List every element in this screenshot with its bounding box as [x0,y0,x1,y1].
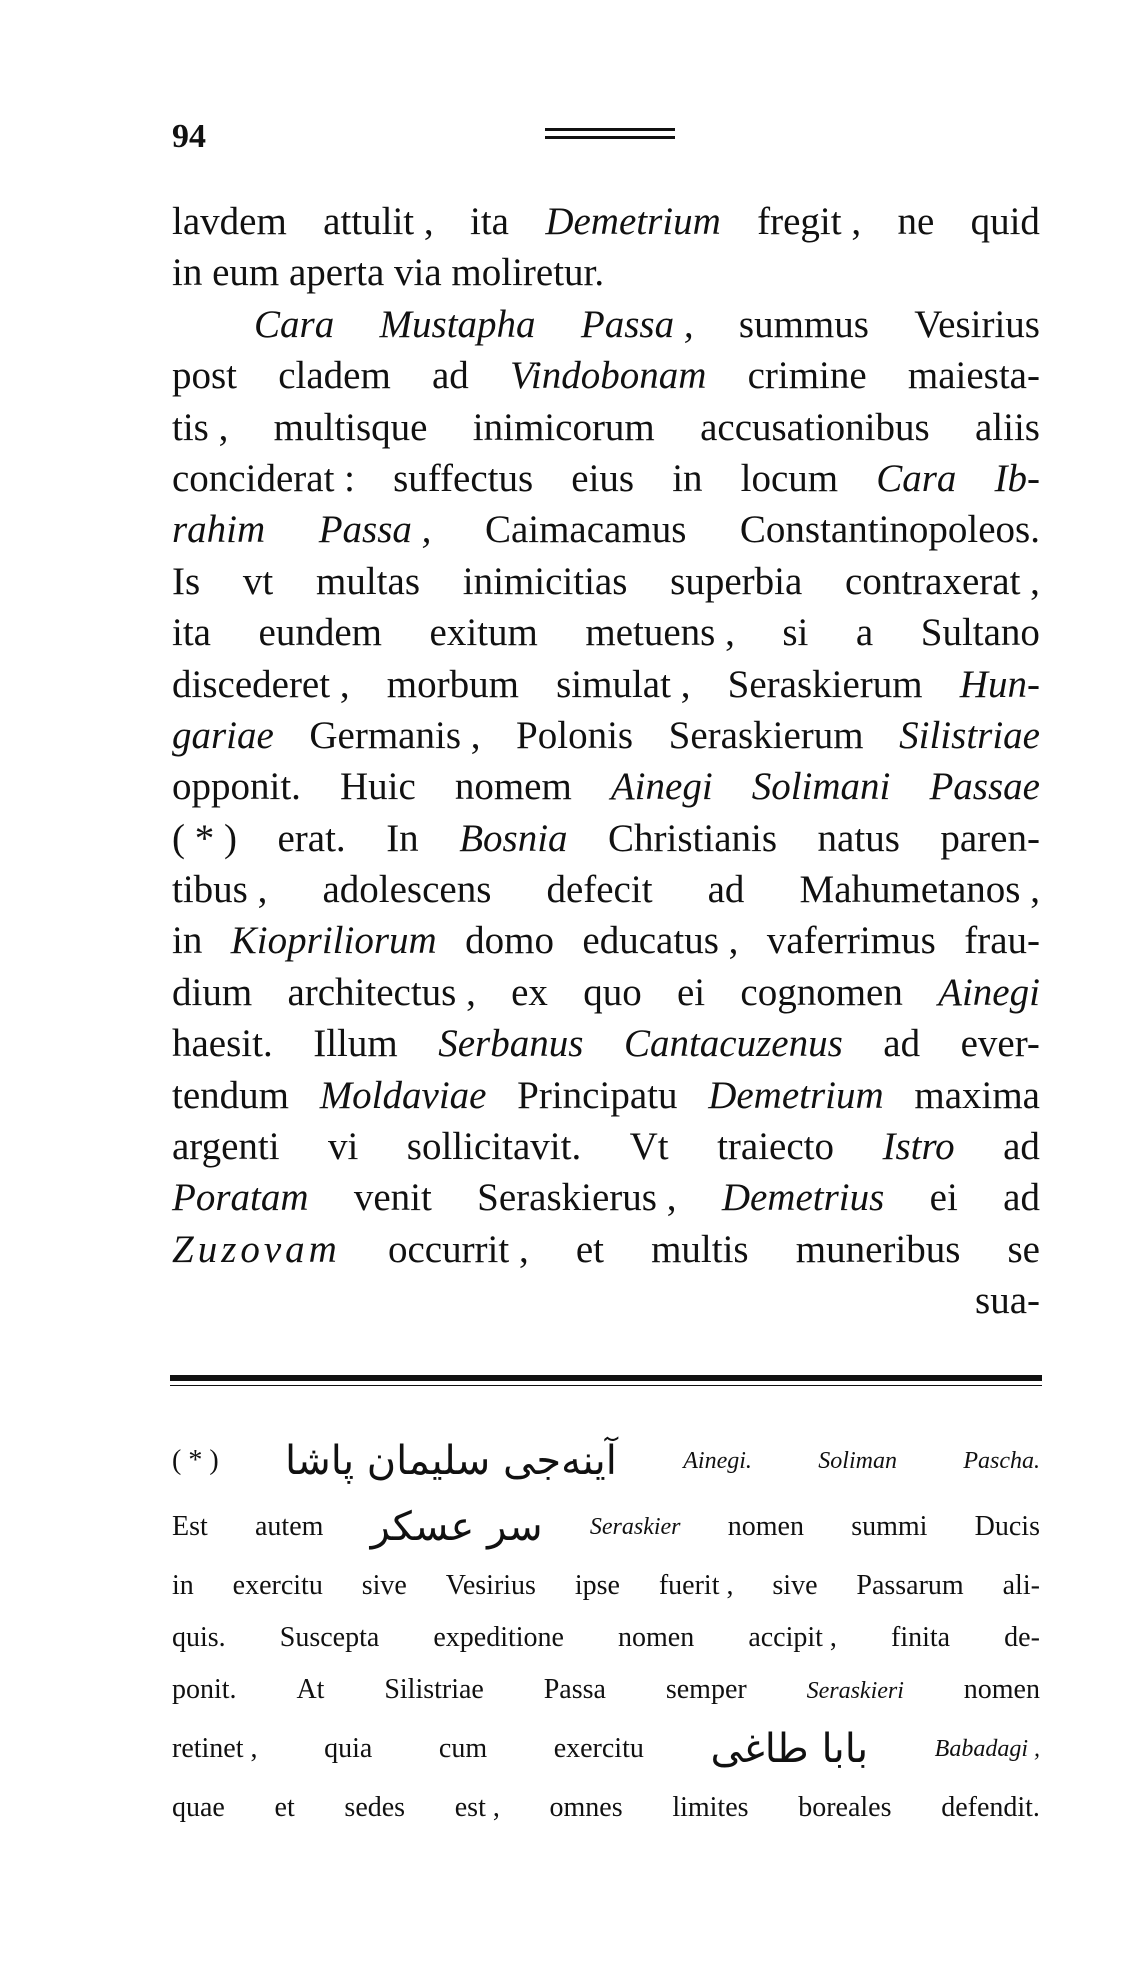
footnote-rule-thin [170,1385,1042,1386]
word: quia [324,1733,373,1764]
word: Is [172,559,201,603]
footnote-line [172,1664,1040,1716]
word: accusationibus [700,405,930,449]
word: defecit [546,868,653,912]
word: et [274,1792,295,1823]
text-line [172,710,1040,761]
word: In [386,816,419,860]
word: ever- [960,1022,1040,1066]
word: Passa [543,1674,606,1705]
word: tibus , [172,868,268,912]
word: At [296,1674,325,1705]
word: Polonis [516,713,634,757]
word: Ainegi [610,765,713,809]
word: superbia [670,559,803,603]
word: ita [469,200,509,243]
word: discederet , [172,662,350,706]
text-line [172,299,1040,350]
footnote-line [172,1494,1040,1560]
word: defendit. [941,1792,1040,1823]
word: Hun- [959,662,1040,706]
word: Mustapha [379,302,536,346]
word: Cara [876,456,957,500]
word: domo [465,919,554,963]
word: quo [583,970,642,1014]
footnote-marker: ( * ) [172,1445,219,1476]
word: cognomen [740,970,903,1014]
arabic-script: سر عسكر [370,1504,543,1550]
word: inimicorum [472,405,655,449]
text-line [172,556,1040,607]
word: semper [665,1674,747,1705]
word: accipit , [748,1622,837,1653]
word: Seraskierus , [477,1176,677,1220]
arabic-script: بابا طاغى [710,1726,869,1772]
word: argenti [172,1125,280,1169]
word: finita [891,1622,951,1653]
word: Seraskieri [806,1678,904,1704]
word: et [575,1227,604,1271]
word: Bosnia [459,816,568,860]
word: exitum [429,611,538,655]
text-line [172,1172,1040,1223]
word: est , [454,1792,500,1823]
word: nomen [727,1511,804,1542]
word: vi [328,1125,359,1169]
word: maxima [914,1073,1040,1117]
word: Vt [629,1125,669,1169]
text-line [172,1070,1040,1121]
word: Illum [313,1022,398,1066]
word: Silistriae [384,1674,484,1705]
word: expeditione [433,1622,564,1653]
word: Passa , [580,302,694,346]
text-line [172,864,1040,915]
word: Sultano [920,611,1040,655]
text-line [172,504,1040,555]
arabic-script: آينه‌جى سليمان پاشا [285,1438,617,1484]
catchword: sua- [975,1279,1040,1323]
word: cladem [278,354,391,398]
word: architectus , [287,970,476,1014]
word: Passae [929,765,1040,809]
footnote-marker: ( * ) [172,816,237,860]
word: ne [897,200,935,243]
word: rahim [172,508,266,552]
word: via [394,251,442,295]
word: natus [817,816,900,860]
text-line [172,761,1040,812]
word: simulat , [556,662,691,706]
word: Mahumetanos , [799,868,1040,912]
word: eundem [258,611,382,655]
word: ponit. [172,1674,237,1705]
word: Cara [254,302,335,346]
word: paren- [940,816,1040,860]
word: ad [431,354,469,398]
word: crimine [747,354,867,398]
word: se [1007,1227,1040,1271]
word: eum [212,251,280,295]
word: nomem [454,765,572,809]
word: Germanis , [309,713,481,757]
word: quis. [172,1622,226,1653]
word: adolescens [322,868,492,912]
word: gariae [172,713,274,757]
word: Solimani [751,765,891,809]
word: boreales [798,1792,892,1823]
word: sive [361,1570,407,1601]
word: limites [672,1792,749,1823]
main-text [172,196,1040,1327]
word: Kiopriliorum [230,919,437,963]
word: aperta [289,251,385,295]
word: Pascha. [963,1448,1040,1474]
word: vt [242,559,274,603]
word: ad [883,1022,921,1066]
word: Soliman [818,1448,897,1474]
word: locum [740,456,839,500]
word: Ducis [974,1511,1040,1542]
word: ei [929,1176,958,1220]
word: exercitu [232,1570,323,1601]
word: Vesirius [445,1570,536,1601]
word: Ainegi [938,970,1040,1014]
word: summus [738,302,869,346]
word: erat. [277,816,346,860]
word: Moldaviae [319,1073,487,1117]
word: tis , [172,405,229,449]
word: muneribus [795,1227,961,1271]
word: ei [676,970,706,1014]
text-line [172,453,1040,504]
word: cum [438,1733,488,1764]
text-line [172,915,1040,966]
word: in [672,456,703,500]
word: multisque [273,405,428,449]
word: Demetrium [708,1073,884,1117]
word: Passa , [318,508,432,552]
word: sive [772,1570,818,1601]
word: Poratam [172,1176,309,1220]
word: retinet , [172,1733,258,1764]
word: Serbanus [438,1022,584,1066]
header-ornament [545,128,675,144]
word: in [172,919,203,963]
word: summi [851,1511,928,1542]
word: educatus , [582,919,739,963]
word: morbum [386,662,519,706]
text-line [172,196,1040,247]
text-line [172,1224,1040,1275]
text-line [172,1275,1040,1326]
word: occurrit , [387,1227,529,1271]
word: nomen [963,1674,1040,1705]
word: ad [1003,1125,1040,1169]
word: moliretur. [451,251,605,295]
word: haesit. [172,1022,273,1066]
word: metuens , [585,611,735,655]
word: inimicitias [462,559,628,603]
word: Cantacuzenus [623,1022,843,1066]
word: nomen [618,1622,695,1653]
word: Seraskierum [668,713,864,757]
word: omnes [549,1792,623,1823]
word: in [172,1570,194,1601]
word: traiecto [717,1125,835,1169]
word: a [855,611,874,655]
footnote-line [172,1782,1040,1834]
word: Christianis [608,816,778,860]
word: ad [707,868,745,912]
word: Principatu [517,1073,678,1117]
word: si [782,611,809,655]
word: Ainegi. [683,1448,752,1474]
text-line [172,659,1040,710]
footnote-rule [170,1375,1042,1381]
word: multis [651,1227,749,1271]
footnote-line [172,1428,1040,1494]
word: ipse [574,1570,620,1601]
word: in [172,251,203,295]
text-line [172,813,1040,864]
word: Seraskierum [727,662,923,706]
word: sedes [344,1792,406,1823]
word: autem [255,1511,324,1542]
word: tendum [172,1073,289,1117]
word: Caimacamus [484,508,687,552]
word: lavdem [172,200,287,243]
word: contraxerat , [845,559,1040,603]
word: suffectus [393,456,534,500]
word: ali- [1002,1570,1040,1601]
page-number: 94 [172,118,206,155]
word: Constantinopoleos. [739,508,1040,552]
word: Vesirius [914,302,1040,346]
word: Silistriae [899,713,1040,757]
footnote-line [172,1612,1040,1664]
word: attulit , [323,200,434,243]
text-line [172,247,1040,298]
word: Suscepta [279,1622,380,1653]
word: quid [970,200,1040,243]
word: dium [172,970,253,1014]
word: venit [353,1176,432,1220]
text-line [172,1018,1040,1069]
word: ita [172,611,211,655]
word: opponit. [172,765,301,809]
footnote-line [172,1716,1040,1782]
word: fuerit , [658,1570,734,1601]
word: maiesta- [907,354,1040,398]
word: Ib- [994,456,1040,500]
word: ad [1003,1176,1040,1220]
text-line [172,607,1040,658]
word: sollicitavit. [406,1125,582,1169]
word: quae [172,1792,225,1823]
word: conciderat : [172,456,355,500]
word: ex [511,970,548,1014]
word: post [172,354,238,398]
word: exercitu [553,1733,644,1764]
word: Demetrius [721,1176,885,1220]
text-line [172,350,1040,401]
footnote [172,1428,1040,1834]
word: Huic [339,765,416,809]
word: vaferrimus [766,919,936,963]
text-line [172,1121,1040,1172]
word: Est [172,1511,208,1542]
word: Passarum [856,1570,964,1601]
word: Zuzovam [172,1227,341,1271]
word: fregit , [757,200,862,243]
word: Babadagi , [934,1736,1040,1762]
word: frau- [964,919,1040,963]
footnote-line [172,1560,1040,1612]
word: eius [571,456,635,500]
text-line [172,402,1040,453]
word: Seraskier [589,1514,681,1540]
page-header [172,118,1052,168]
word: Demetrium [545,200,721,243]
word: multas [316,559,421,603]
word: Vindobonam [509,354,707,398]
text-line [172,967,1040,1018]
word: Istro [882,1125,955,1169]
word: de- [1004,1622,1040,1653]
word: aliis [974,405,1040,449]
